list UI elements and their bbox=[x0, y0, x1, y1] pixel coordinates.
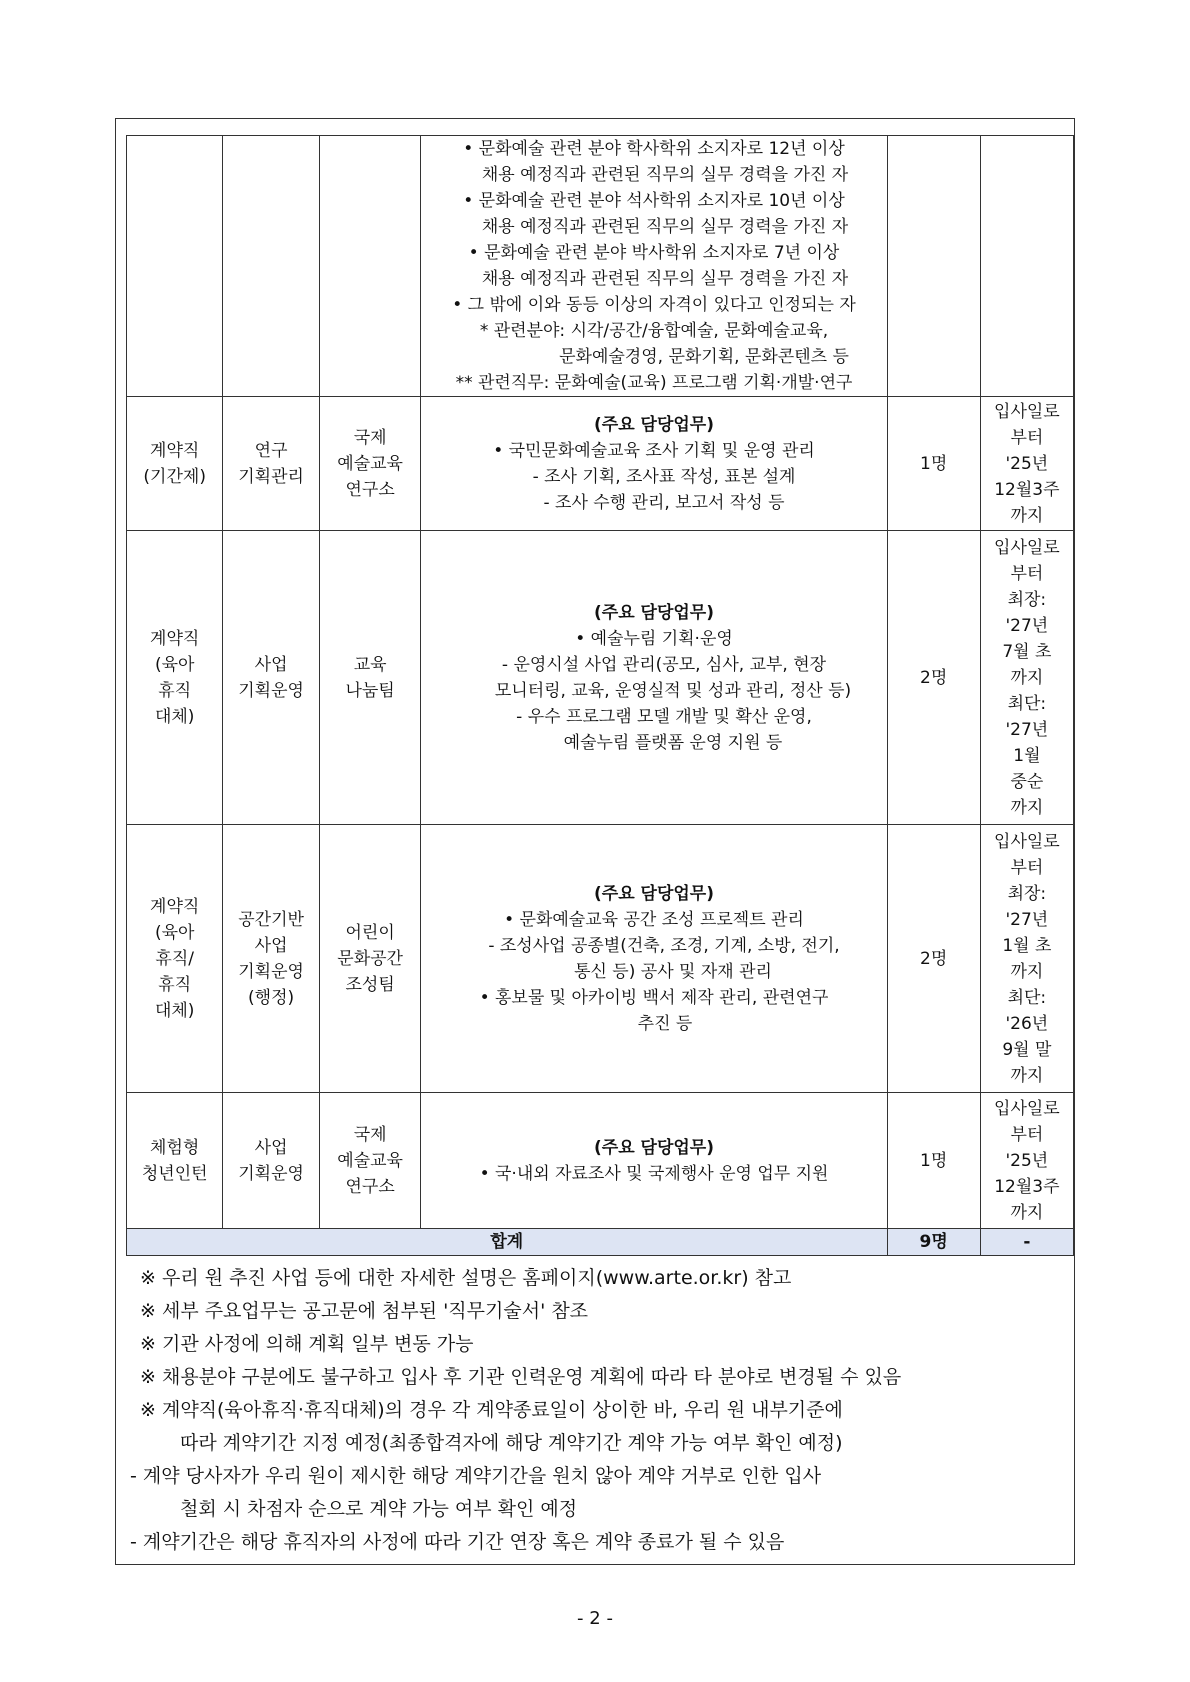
duty-line: - 조사 기획, 조사표 작성, 표본 설계 bbox=[532, 466, 796, 487]
dept-line: 연구소 bbox=[345, 1176, 395, 1197]
duty-header: (주요 담당업무) bbox=[594, 1137, 714, 1158]
note-line: ※ 채용분야 구분에도 불구하고 입사 후 기관 인력운영 계획에 따라 타 분야로 변경될 수 있음 bbox=[140, 1366, 902, 1388]
recruitment-table bbox=[126, 135, 1074, 1256]
duty-header: (주요 담당업무) bbox=[594, 414, 714, 435]
type-line: 계약직 bbox=[150, 628, 200, 649]
dept-cell bbox=[319, 531, 421, 825]
field-line: 기획관리 bbox=[238, 466, 304, 487]
period-line: 입사일로 bbox=[994, 831, 1060, 852]
duty-header: (주요 담당업무) bbox=[594, 883, 714, 904]
type-cell bbox=[127, 397, 223, 531]
qual-line: 문화예술경영, 문화기획, 문화콘텐츠 등 bbox=[559, 347, 849, 367]
dept-line: 연구소 bbox=[345, 479, 395, 500]
type-line: 체험형 bbox=[150, 1137, 200, 1158]
type-cell bbox=[127, 1093, 223, 1229]
period-line: 9월 말 bbox=[1002, 1039, 1052, 1060]
note-line: ※ 우리 원 추진 사업 등에 대한 자세한 설명은 홈페이지(www.arte.or.kr) 참고 bbox=[140, 1267, 792, 1289]
field-line: 기획운영 bbox=[238, 1163, 304, 1184]
duty-line: 통신 등) 공사 및 자재 관리 bbox=[574, 961, 772, 982]
dept-cell bbox=[319, 1093, 421, 1229]
field-line: 기획운영 bbox=[238, 961, 304, 982]
period-line: 최장: bbox=[1007, 589, 1047, 610]
note-line: 철회 시 차점자 순으로 계약 가능 여부 확인 예정 bbox=[180, 1498, 578, 1520]
period-line: 최단: bbox=[1007, 987, 1047, 1008]
duty-cell bbox=[421, 825, 887, 1093]
dept-line: 예술교육 bbox=[337, 1150, 403, 1171]
period-line: '27년 bbox=[1005, 909, 1049, 930]
type-line: 청년인턴 bbox=[141, 1163, 208, 1184]
note-line: - 계약기간은 해당 휴직자의 사정에 따라 기간 연장 혹은 계약 종료가 될 수 있음 bbox=[130, 1531, 785, 1553]
dept-line: 예술교육 bbox=[337, 453, 403, 474]
field-line: 기획운영 bbox=[238, 680, 304, 701]
dept-line: 조성팀 bbox=[345, 974, 395, 995]
duty-line: • 국·내외 자료조사 및 국제행사 운영 업무 지원 bbox=[479, 1163, 829, 1184]
period-line: '25년 bbox=[1005, 453, 1049, 474]
qual-line: • 문화예술 관련 분야 석사학위 소지자로 10년 이상 bbox=[463, 191, 845, 211]
duty-line: - 운영시설 사업 관리(공모, 심사, 교부, 현장 bbox=[501, 654, 827, 675]
recruit-row bbox=[127, 825, 1074, 1093]
field-cell bbox=[223, 531, 319, 825]
type-line: 휴직 bbox=[158, 680, 192, 701]
period-line: '25년 bbox=[1005, 1150, 1049, 1171]
field-cell bbox=[223, 1093, 319, 1229]
dept-line: 교육 bbox=[353, 654, 387, 675]
duty-line: - 조성사업 공종별(건축, 조경, 기계, 소방, 전기, bbox=[488, 935, 840, 956]
dept-cell bbox=[319, 136, 421, 397]
count-cell bbox=[887, 136, 980, 397]
type-line: 휴직 bbox=[158, 974, 192, 995]
period-cell bbox=[980, 825, 1073, 1093]
period-line: 까지 bbox=[1010, 1065, 1044, 1086]
duty-line: - 우수 프로그램 모델 개발 및 확산 운영, bbox=[516, 706, 812, 727]
duty-cell bbox=[421, 1093, 887, 1229]
qual-line: • 그 밖에 이와 동등 이상의 자격이 있다고 인정되는 자 bbox=[452, 295, 856, 315]
duty-line: • 문화예술교육 공간 조성 프로젝트 관리 bbox=[504, 909, 804, 930]
duty-line: 모니터링, 교육, 운영실적 및 성과 관리, 정산 등) bbox=[494, 680, 852, 701]
qual-line: * 관련분야: 시각/공간/융합예술, 문화예술교육, bbox=[479, 321, 829, 341]
field-line: 연구 bbox=[254, 440, 288, 461]
qualification-cell bbox=[421, 136, 887, 397]
type-line: 계약직 bbox=[150, 440, 200, 461]
total-count: 9명 bbox=[887, 1229, 980, 1256]
duty-line: 추진 등 bbox=[637, 1013, 693, 1034]
total-period: - bbox=[980, 1229, 1073, 1256]
type-line: 대체) bbox=[154, 706, 195, 727]
type-line: 계약직 bbox=[150, 896, 200, 917]
dept-line: 문화공간 bbox=[337, 948, 403, 969]
qualification-row bbox=[127, 136, 1074, 397]
field-line: 사업 bbox=[254, 1137, 288, 1158]
field-line: 사업 bbox=[254, 654, 288, 675]
recruit-row bbox=[127, 1093, 1074, 1229]
field-cell bbox=[223, 136, 319, 397]
type-cell bbox=[127, 531, 223, 825]
period-cell bbox=[980, 136, 1073, 397]
type-line: (육아 bbox=[154, 922, 195, 943]
recruit-row bbox=[127, 397, 1074, 531]
notes-section bbox=[130, 1262, 1070, 1559]
count-cell: 2명 bbox=[887, 825, 980, 1093]
period-line: '27년 bbox=[1005, 615, 1049, 636]
period-line: 부터 bbox=[1010, 857, 1044, 878]
duty-cell bbox=[421, 531, 887, 825]
note-line: 따라 계약기간 지정 예정(최종합격자에 해당 계약기간 계약 가능 여부 확인 예정) bbox=[180, 1432, 843, 1454]
total-row bbox=[127, 1229, 1074, 1256]
period-line: '26년 bbox=[1005, 1013, 1049, 1034]
type-cell bbox=[127, 825, 223, 1093]
period-cell bbox=[980, 531, 1073, 825]
dept-cell bbox=[319, 397, 421, 531]
qual-line: ** 관련직무: 문화예술(교육) 프로그램 기획·개발·연구 bbox=[455, 373, 853, 393]
qual-line: • 문화예술 관련 분야 박사학위 소지자로 7년 이상 bbox=[468, 243, 840, 263]
period-line: 까지 bbox=[1010, 505, 1044, 526]
note-line: ※ 기관 사정에 의해 계획 일부 변동 가능 bbox=[140, 1333, 474, 1355]
period-line: 부터 bbox=[1010, 427, 1044, 448]
count-cell: 1명 bbox=[887, 397, 980, 531]
period-line: 12월3주 bbox=[994, 1176, 1060, 1197]
duty-line: • 홍보물 및 아카이빙 백서 제작 관리, 관련연구 bbox=[479, 987, 829, 1008]
period-line: 입사일로 bbox=[994, 401, 1060, 422]
period-cell bbox=[980, 397, 1073, 531]
period-line: 부터 bbox=[1010, 563, 1044, 584]
period-line: 최장: bbox=[1007, 883, 1047, 904]
period-line: 까지 bbox=[1010, 667, 1044, 688]
duty-header: (주요 담당업무) bbox=[594, 602, 714, 623]
period-line: '27년 bbox=[1005, 719, 1049, 740]
period-line: 12월3주 bbox=[994, 479, 1060, 500]
duty-cell bbox=[421, 397, 887, 531]
qual-line: 채용 예정직과 관련된 직무의 실무 경력을 가진 자 bbox=[481, 269, 849, 289]
period-cell bbox=[980, 1093, 1073, 1229]
dept-line: 국제 bbox=[353, 427, 387, 448]
note-line: - 계약 당사자가 우리 원이 제시한 해당 계약기간을 원치 않아 계약 거부로 인한 입사 bbox=[130, 1465, 822, 1487]
type-line: (기간제) bbox=[143, 466, 206, 487]
dept-line: 어린이 bbox=[345, 922, 395, 943]
duty-line: • 예술누림 기획·운영 bbox=[575, 628, 733, 649]
type-line: 휴직/ bbox=[155, 948, 194, 969]
duty-line: 예술누림 플랫폼 운영 지원 등 bbox=[563, 732, 783, 753]
duty-line: • 국민문화예술교육 조사 기획 및 운영 관리 bbox=[493, 440, 815, 461]
field-line: 사업 bbox=[254, 935, 288, 956]
period-line: 까지 bbox=[1010, 797, 1044, 818]
period-line: 1월 bbox=[1013, 745, 1041, 766]
type-line: 대체) bbox=[154, 1000, 195, 1021]
period-line: 입사일로 bbox=[994, 1098, 1060, 1119]
page-number: - 2 - bbox=[577, 1608, 613, 1629]
total-label: 합계 bbox=[127, 1229, 888, 1256]
qual-line: 채용 예정직과 관련된 직무의 실무 경력을 가진 자 bbox=[481, 217, 849, 237]
period-line: 입사일로 bbox=[994, 537, 1060, 558]
period-line: 1월 초 bbox=[1002, 935, 1052, 956]
qual-line: • 문화예술 관련 분야 학사학위 소지자로 12년 이상 bbox=[463, 139, 845, 159]
count-cell: 2명 bbox=[887, 531, 980, 825]
note-line: ※ 계약직(육아휴직·휴직대체)의 경우 각 계약종료일이 상이한 바, 우리 원 내부기준에 bbox=[140, 1399, 843, 1421]
period-line: 중순 bbox=[1010, 771, 1044, 792]
period-line: 최단: bbox=[1007, 693, 1047, 714]
dept-cell bbox=[319, 825, 421, 1093]
duty-line: - 조사 수행 관리, 보고서 작성 등 bbox=[543, 492, 785, 513]
field-line: 공간기반 bbox=[238, 909, 304, 930]
dept-line: 나눔팀 bbox=[345, 680, 395, 701]
count-cell: 1명 bbox=[887, 1093, 980, 1229]
period-line: 부터 bbox=[1010, 1124, 1044, 1145]
period-line: 까지 bbox=[1010, 961, 1044, 982]
note-line: ※ 세부 주요업무는 공고문에 첨부된 '직무기술서' 참조 bbox=[140, 1300, 589, 1322]
type-line: (육아 bbox=[154, 654, 195, 675]
dept-line: 국제 bbox=[353, 1124, 387, 1145]
recruit-row bbox=[127, 531, 1074, 825]
period-line: 까지 bbox=[1010, 1202, 1044, 1223]
type-cell bbox=[127, 136, 223, 397]
qual-line: 채용 예정직과 관련된 직무의 실무 경력을 가진 자 bbox=[481, 165, 849, 185]
field-cell bbox=[223, 397, 319, 531]
period-line: 7월 초 bbox=[1002, 641, 1052, 662]
field-cell bbox=[223, 825, 319, 1093]
field-line: (행정) bbox=[248, 987, 295, 1008]
